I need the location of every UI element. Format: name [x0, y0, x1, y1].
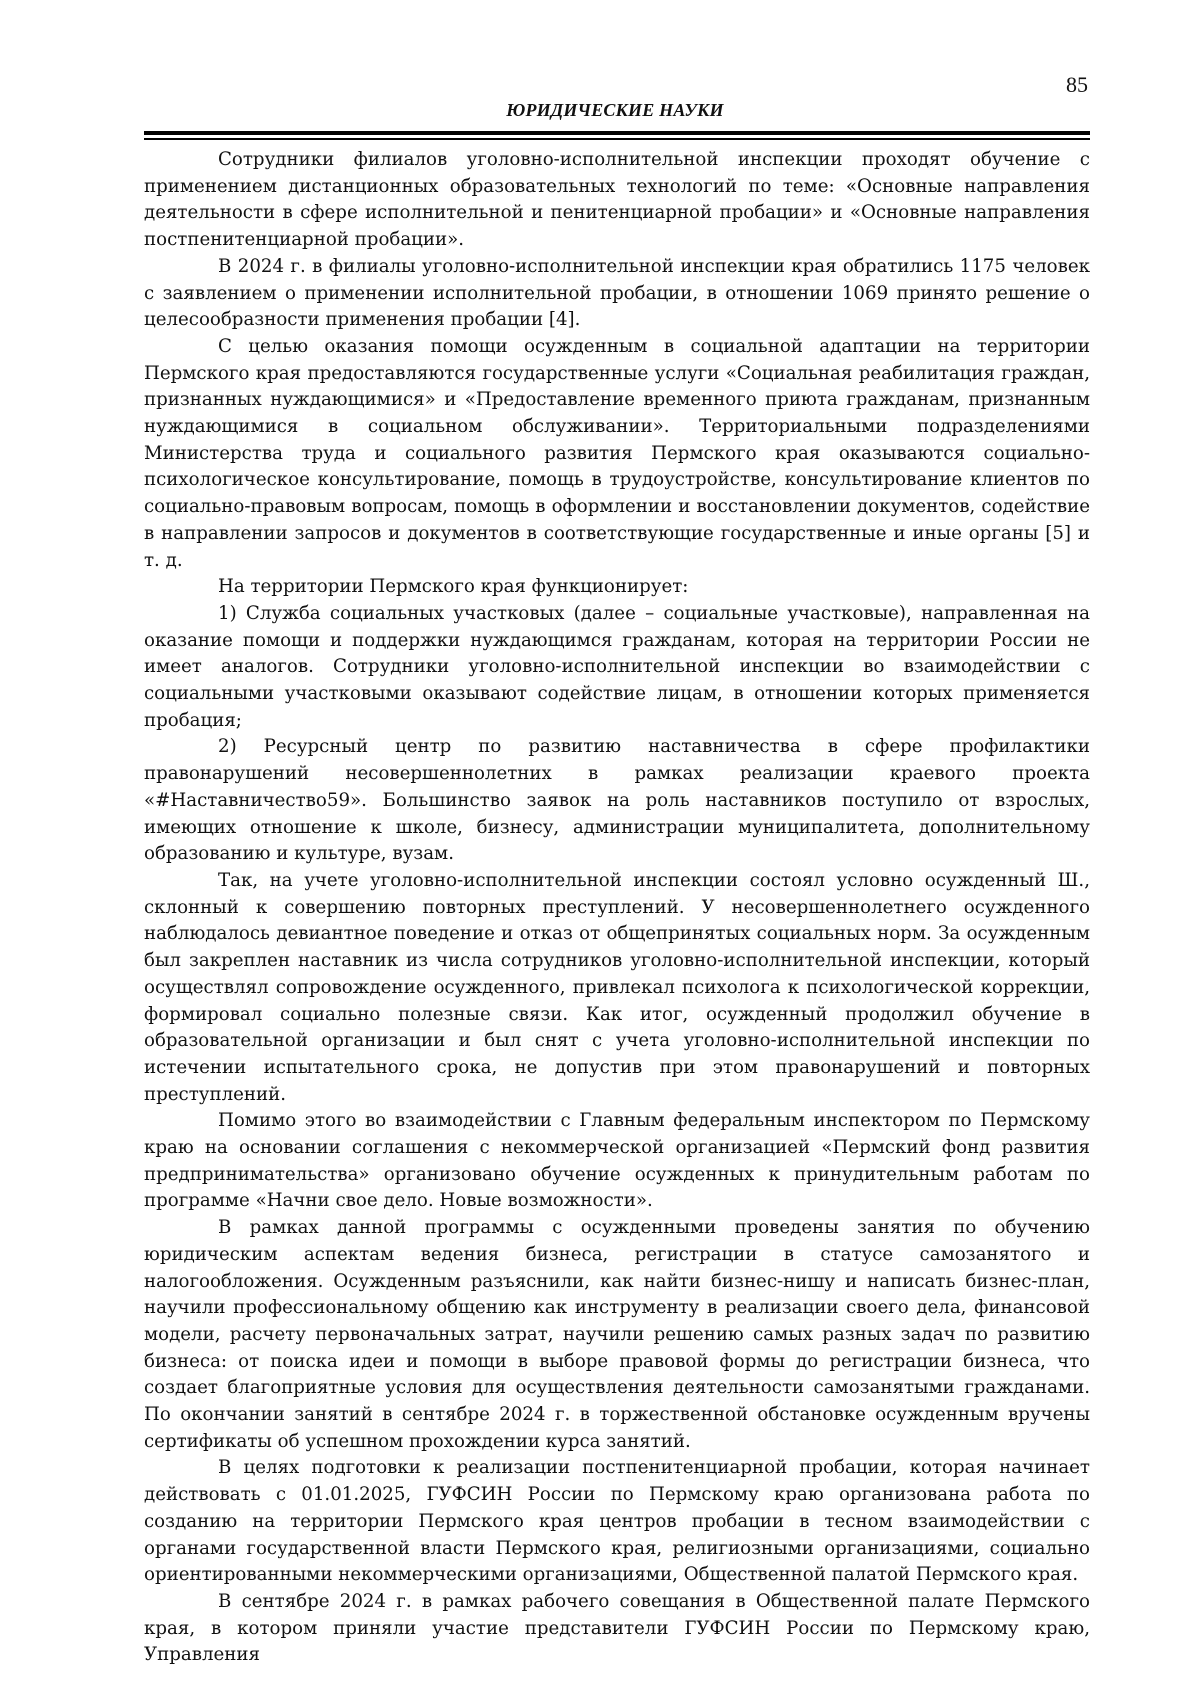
article-body	[144, 147, 1090, 1669]
paragraph-2024-statistics: В 2024 г. в филиалы уголовно-исполнительной инспекции края обратились 1175 человек с заявлением о применении исполнительной пробации, в отношении 1069 принято решение о целесообразности применения пробации [4].	[144, 255, 1090, 331]
paragraph-case-example: Так, на учете уголовно-исполнительной инспекции состоял условно осужденный Ш., склонный к совершению повторных преступлений. У несовершеннолетнего осужденного наблюдалось девиантное поведение и отказ от общепринятых социальных норм. За осужденным был закреплен наставник из числа сотрудников уголовно-исполнительной инспекции, который осуществлял сопровождение осужденного, привлекал психолога к психологической коррекции, формировал социально полезные связи. Как итог, осужденный продолжил обучение в образовательной организации и был снят с учета уголовно-исполнительной инспекции по истечении испытательного срока, не допустив при этом правонарушений и повторных преступлений.	[144, 869, 1090, 1105]
header-rule-thin	[144, 138, 1090, 140]
paragraph-social-adaptation: С целью оказания помощи осужденным в социальной адаптации на территории Пермского края предоставляются государственные услуги «Социальная реабилитация граждан, признанных нуждающимися» и «Предоставление временного приюта гражданам, признанным нуждающимися в социальном обслуживании». Территориальными подразделениями Министерства труда и социального развития Пермского края оказываются социально-психологическое консультирование, помощь в трудоустройстве, консультирование клиентов по социально-правовым вопросам, помощь в оформлении и восстановлении документов, содействие в направлении запросов и документов в соответствующие государственные и иные органы [5] и т. д.	[144, 335, 1090, 571]
paragraph-probation-centers: В целях подготовки к реализации постпенитенциарной пробации, которая начинает действовать с 01.01.2025, ГУФСИН России по Пермскому краю организована работа по созданию на территории Пермского края центров пробации в тесном взаимодействии с органами государственной власти Пермского края, религиозными организациями, социально ориентированными некоммерческими организациями, Общественной палатой Пермского края.	[144, 1457, 1090, 1586]
paragraph-program-details: В рамках данной программы с осужденными проведены занятия по обучению юридическим аспектам ведения бизнеса, регистрации в статусе самозанятого и налогообложения. Осужденным разъяснили, как найти бизнес-нишу и написать бизнес-план, научили профессиональному общению как инструменту в реализации своего дела, финансовой модели, расчету первоначальных затрат, научили решению самых разных задач по развитию бизнеса: от поиска идеи и помощи в выборе правовой формы до регистрации бизнеса, что создает благоприятные условия для осуществления деятельности самозанятыми гражданами. По окончании занятий в сентябре 2024 г. в торжественной обстановке осужденным вручены сертификаты об успешном прохождении курса занятий.	[144, 1217, 1090, 1452]
paragraph-list-item-1: 1) Служба социальных участковых (далее – социальные участковые), направленная на оказание помощи и поддержки нуждающимся гражданам, которая на территории России не имеет аналогов. Сотрудники уголовно-исполнительной инспекции во взаимодействии с социальными участковыми оказывают содействие лицам, в отношении которых применяется пробация;	[144, 602, 1090, 731]
paragraph-staff-training: Сотрудники филиалов уголовно-исполнительной инспекции проходят обучение с применением дистанционных образовательных технологий по теме: «Основные направления деятельности в сфере исполнительной и пенитенциарной пробации» и «Основные направления постпенитенциарной пробации».	[144, 149, 1090, 251]
paragraph-list-intro: На территории Пермского края функционирует:	[218, 576, 689, 598]
section-title: ЮРИДИЧЕСКИЕ НАУКИ	[506, 100, 724, 120]
paragraph-business-program: Помимо этого во взаимодействии с Главным федеральным инспектором по Пермскому краю на основании соглашения с некоммерческой организацией «Пермский фонд развития предпринимательства» организовано обучение осужденных к принудительным работам по программе «Начни свое дело. Новые возможности».	[144, 1110, 1090, 1212]
page-number: 85	[1066, 72, 1088, 97]
paragraph-list-item-2: 2) Ресурсный центр по развитию наставничества в сфере профилактики правонарушений несовершеннолетних в рамках реализации краевого проекта «#Наставничество59». Большинство заявок на роль наставников поступило от взрослых, имеющих отношение к школе, бизнесу, администрации муниципалитета, дополнительному образованию и культуре, вузам.	[144, 736, 1090, 865]
header-rule-thick	[144, 131, 1090, 135]
paragraph-september-meeting: В сентябре 2024 г. в рамках рабочего совещания в Общественной палате Пермского края, в котором приняли участие представители ГУФСИН России по Пермскому краю, Управления	[144, 1590, 1090, 1666]
